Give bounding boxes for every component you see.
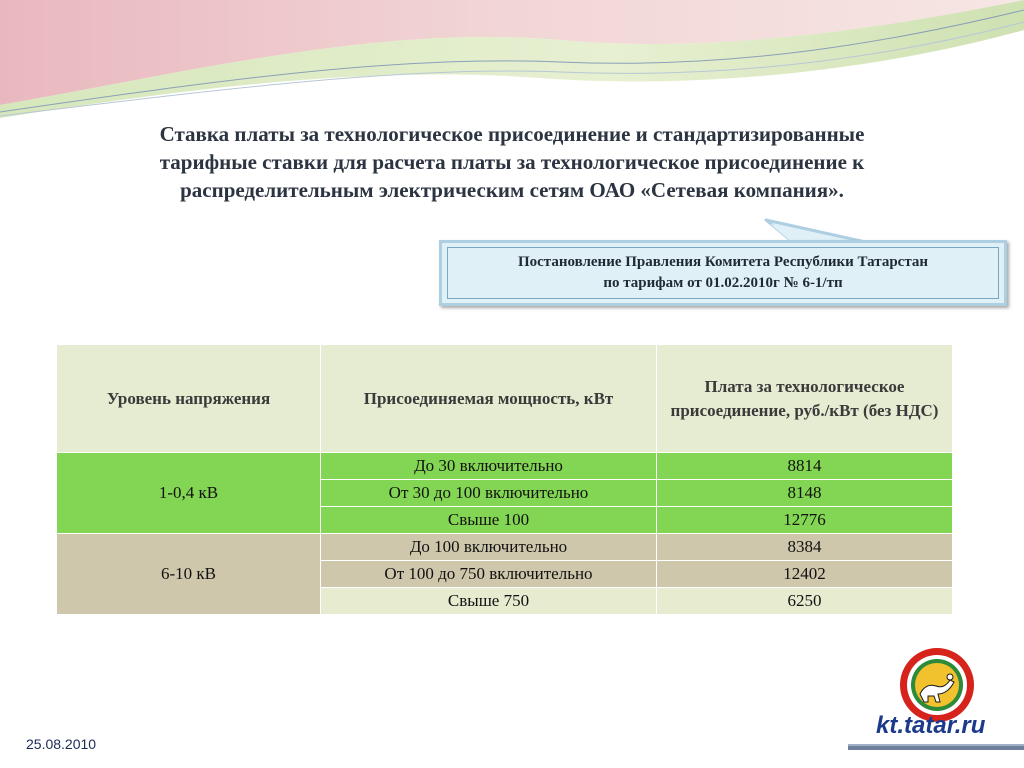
- title-line: Ставка платы за технологическое присоединение и стандартизированные: [159, 122, 865, 146]
- header-connected-power: Присоединяемая мощность, кВт: [321, 345, 657, 453]
- power-cell: До 30 включительно: [321, 453, 657, 480]
- fee-cell: 12776: [657, 507, 953, 534]
- table-row: [57, 453, 953, 480]
- fee-cell: 12402: [657, 561, 953, 588]
- site-underline-bar: [848, 742, 1024, 752]
- voltage-level-cell: 6-10 кВ: [57, 534, 321, 615]
- power-cell: До 100 включительно: [321, 534, 657, 561]
- power-cell: Свыше 100: [321, 507, 657, 534]
- slide-date: 25.08.2010: [26, 736, 97, 752]
- table-row: [57, 534, 953, 561]
- table-header-row: [57, 345, 953, 453]
- fee-cell: 8814: [657, 453, 953, 480]
- fee-cell: 6250: [657, 588, 953, 615]
- callout-line: по тарифам от 01.02.2010г № 6-1/тп: [603, 275, 843, 291]
- header-voltage-level: Уровень напряжения: [57, 345, 321, 453]
- power-cell: От 30 до 100 включительно: [321, 480, 657, 507]
- tariff-table: [56, 344, 953, 615]
- power-cell: Свыше 750: [321, 588, 657, 615]
- power-cell: От 100 до 750 включительно: [321, 561, 657, 588]
- slide-title: [60, 120, 964, 204]
- callout-text: [447, 247, 999, 299]
- title-line: распределительным электрическим сетям ОАО «Сетевая компания».: [180, 178, 844, 202]
- resolution-callout: [439, 240, 1007, 306]
- header-connection-fee: Плата за технологическое присоединение, руб./кВт (без НДС): [657, 345, 953, 453]
- fee-cell: 8148: [657, 480, 953, 507]
- header-decoration: [0, 0, 1024, 120]
- fee-cell: 8384: [657, 534, 953, 561]
- site-link[interactable]: kt.tatar.ru: [876, 712, 986, 739]
- voltage-level-cell: 1-0,4 кВ: [57, 453, 321, 534]
- title-line: тарифные ставки для расчета платы за технологическое присоединение к: [159, 150, 865, 174]
- callout-line: Постановление Правления Комитета Республики Татарстан: [517, 254, 929, 270]
